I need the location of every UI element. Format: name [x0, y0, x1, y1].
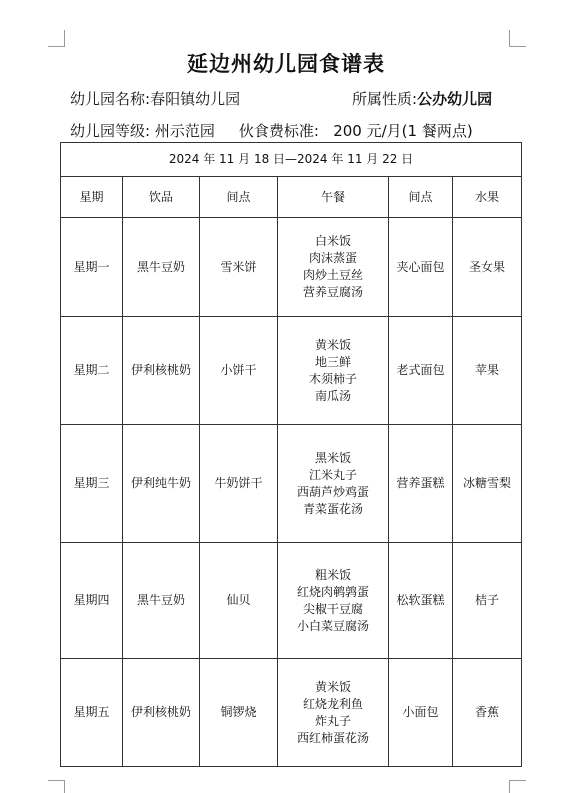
lunch-cell: [278, 425, 389, 543]
fruit-cell: 桔子: [453, 543, 522, 659]
day-cell: 星期一: [61, 218, 123, 317]
crop-mark-top-left: [48, 30, 65, 47]
snack-2-cell: 老式面包: [389, 317, 453, 425]
kindergarten-name-line: [70, 88, 240, 109]
lunch-item: 红烧龙利鱼: [302, 696, 363, 711]
kindergarten-name-label: 幼儿园名称:: [70, 90, 151, 108]
lunch-item: 青菜蛋花汤: [302, 501, 363, 516]
table-row: [61, 543, 522, 659]
header-fruit: 水果: [453, 177, 522, 218]
lunch-item: 黄米饭: [314, 337, 351, 352]
drink-cell: 黑牛豆奶: [123, 543, 200, 659]
day-cell: 星期二: [61, 317, 123, 425]
lunch-item: 西红柿蛋花汤: [296, 730, 369, 745]
snack-2-cell: 夹心面包: [389, 218, 453, 317]
lunch-item: 西葫芦炒鸡蛋: [296, 484, 369, 499]
lunch-item: 南瓜汤: [314, 388, 351, 403]
header-snack-2: 间点: [389, 177, 453, 218]
lunch-item: 江米丸子: [308, 467, 357, 482]
snack-2-cell: 松软蛋糕: [389, 543, 453, 659]
drink-cell: 伊利纯牛奶: [123, 425, 200, 543]
kindergarten-grade-label: 幼儿园等级:: [70, 122, 155, 140]
lunch-item: 尖椒干豆腐: [302, 601, 363, 616]
snack-1-cell: 牛奶饼干: [200, 425, 278, 543]
lunch-item: 小白菜豆腐汤: [296, 618, 369, 633]
lunch-item: 白米饭: [314, 234, 351, 248]
fruit-cell: 苹果: [453, 317, 522, 425]
crop-mark-bottom-left: [48, 780, 65, 793]
kindergarten-nature-label: 所属性质:: [352, 90, 418, 108]
lunch-item: 营养豆腐汤: [302, 285, 363, 299]
table-row: [61, 425, 522, 543]
drink-cell: 伊利核桃奶: [123, 659, 200, 767]
meal-fee-value: 200 元/月(1 餐两点): [333, 122, 473, 140]
snack-2-cell: 小面包: [389, 659, 453, 767]
header-snack-1: 间点: [200, 177, 278, 218]
header-day: 星期: [61, 177, 123, 218]
day-cell: 星期五: [61, 659, 123, 767]
drink-cell: 黑牛豆奶: [123, 218, 200, 317]
snack-1-cell: 小饼干: [200, 317, 278, 425]
table-row: [61, 218, 522, 317]
drink-cell: 伊利核桃奶: [123, 317, 200, 425]
snack-2-cell: 营养蛋糕: [389, 425, 453, 543]
lunch-item: 黄米饭: [314, 679, 351, 694]
day-cell: 星期四: [61, 543, 123, 659]
lunch-cell: [278, 317, 389, 425]
lunch-item: 炸丸子: [314, 713, 351, 728]
fruit-cell: 香蕉: [453, 659, 522, 767]
table-row: [61, 317, 522, 425]
crop-mark-bottom-right: [509, 780, 526, 793]
lunch-cell: [278, 218, 389, 317]
meal-fee-label: 伙食费标准:: [238, 122, 319, 140]
kindergarten-name-value: 春阳镇幼儿园: [150, 90, 241, 108]
fruit-cell: 冰糖雪梨: [453, 425, 522, 543]
grade-fee-line: [70, 120, 473, 141]
date-range: 2024 年 11 月 18 日—2024 年 11 月 22 日: [61, 143, 522, 177]
header-lunch: 午餐: [278, 177, 389, 218]
fruit-cell: 圣女果: [453, 218, 522, 317]
date-range-row: [61, 143, 522, 177]
table-row: [61, 659, 522, 767]
lunch-cell: [278, 543, 389, 659]
kindergarten-grade-value: 州示范园: [154, 122, 215, 140]
lunch-item: 肉沫蒸蛋: [308, 251, 357, 265]
snack-1-cell: 仙贝: [200, 543, 278, 659]
lunch-item: 粗米饭: [314, 567, 351, 582]
lunch-item: 黑米饭: [314, 450, 351, 465]
snack-1-cell: 雪米饼: [200, 218, 278, 317]
menu-table: [60, 142, 522, 767]
lunch-cell: [278, 659, 389, 767]
crop-mark-top-right: [509, 30, 526, 47]
snack-1-cell: 铜锣烧: [200, 659, 278, 767]
lunch-item: 木须柿子: [308, 371, 357, 386]
kindergarten-nature-line: [352, 88, 492, 109]
header-row: [61, 177, 522, 218]
lunch-item: 红烧肉鹌鹑蛋: [296, 584, 369, 599]
header-drink: 饮品: [123, 177, 200, 218]
lunch-item: 肉炒土豆丝: [302, 268, 363, 282]
kindergarten-nature-value: 公办幼儿园: [417, 90, 493, 108]
page-title: 延边州幼儿园食谱表: [187, 52, 385, 76]
lunch-item: 地三鲜: [314, 354, 351, 369]
day-cell: 星期三: [61, 425, 123, 543]
